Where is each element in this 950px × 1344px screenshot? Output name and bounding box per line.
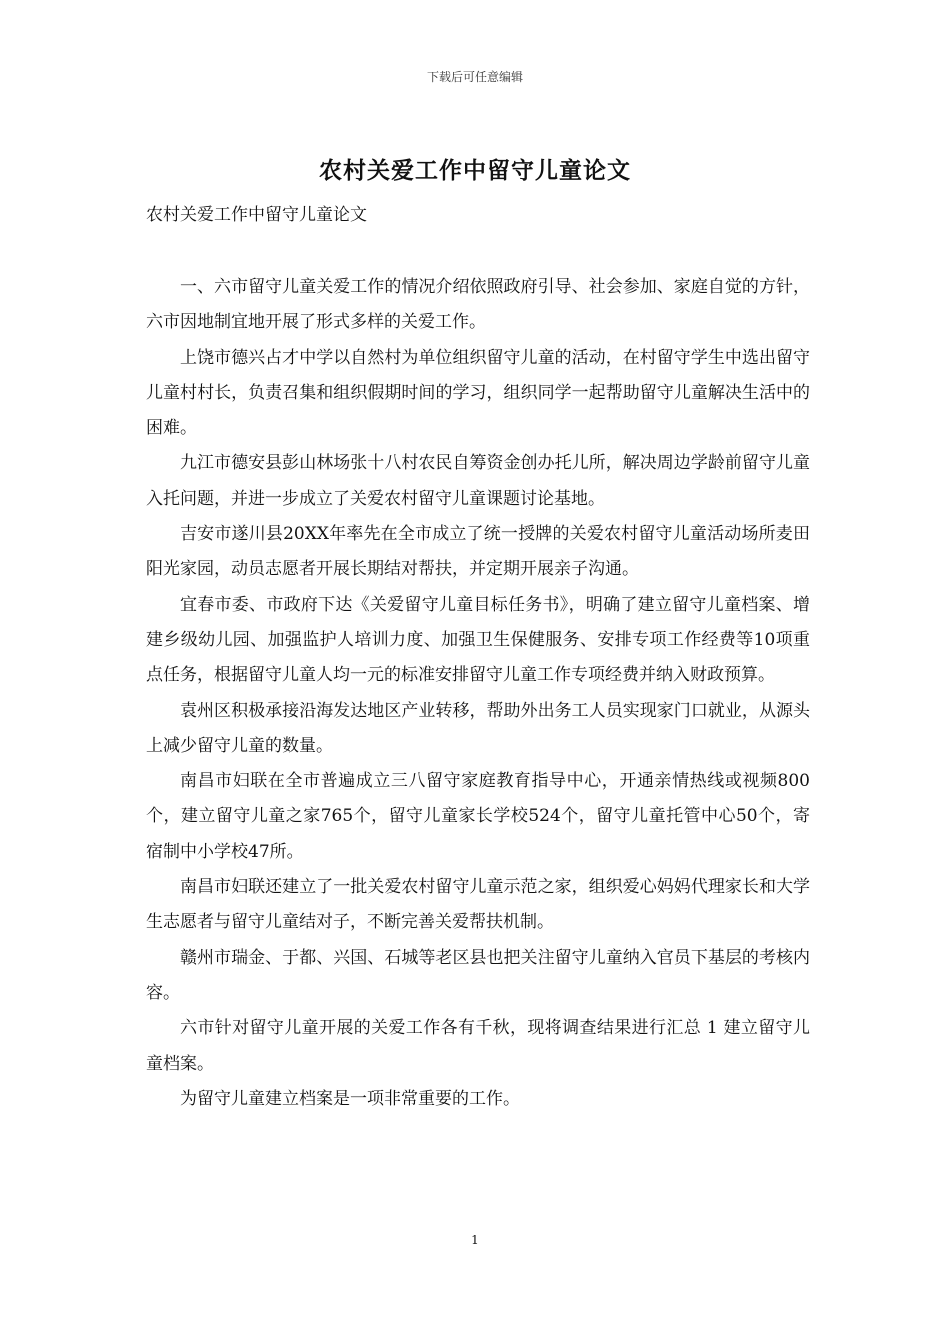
paragraph: 上饶市德兴占才中学以自然村为单位组织留守儿童的活动，在村留守学生中选出留守儿童村村长，负责召集和组织假期时间的学习，组织同学一起帮助留守儿童解决生活中的困难。: [146, 347, 810, 439]
paragraph: 为留守儿童建立档案是一项非常重要的工作。: [180, 1088, 520, 1109]
paragraph: 南昌市妇联在全市普遍成立三八留守家庭教育指导中心，开通亲情热线或视频800个，建立留守儿童之家765个，留守儿童家长学校524个，留守儿童托管中心50个，寄宿制中小学校47所。: [146, 771, 810, 862]
page-number: 1: [471, 1233, 479, 1247]
document-subtitle: 农村关爱工作中留守儿童论文: [146, 205, 367, 225]
paragraph: 袁州区积极承接沿海发达地区产业转移，帮助外出务工人员实现家门口就业，从源头上减少留守儿童的数量。: [146, 700, 810, 756]
paragraph: 宜春市委、市政府下达《关爱留守儿童目标任务书》，明确了建立留守儿童档案、增建乡级幼儿园、加强监护人培训力度、加强卫生保健服务、安排专项工作经费等10项重点任务，根据留守儿童人均一元的标准安排留守儿童工作专项经费并纳入财政预算。: [146, 594, 810, 686]
document-title: 农村关爱工作中留守儿童论文: [319, 157, 631, 184]
paragraph: 吉安市遂川县20XX年率先在全市成立了统一授牌的关爱农村留守儿童活动场所麦田阳光家园，动员志愿者开展长期结对帮扶，并定期开展亲子沟通。: [146, 524, 810, 580]
paragraph: 赣州市瑞金、于都、兴国、石城等老区县也把关注留守儿童纳入官员下基层的考核内容。: [146, 947, 810, 1003]
paragraph: 九江市德安县彭山林场张十八村农民自筹资金创办托儿所，解决周边学龄前留守儿童入托问题，并进一步成立了关爱农村留守儿童课题讨论基地。: [146, 453, 810, 509]
document-body: [146, 270, 810, 1117]
header-note: 下载后可任意编辑: [426, 70, 523, 84]
paragraph: 六市针对留守儿童开展的关爱工作各有千秋，现将调查结果进行汇总 1 建立留守儿童档案。: [146, 1018, 810, 1074]
paragraph: 南昌市妇联还建立了一批关爱农村留守儿童示范之家，组织爱心妈妈代理家长和大学生志愿者与留守儿童结对子，不断完善关爱帮扶机制。: [146, 877, 810, 933]
paragraph: 一、六市留守儿童关爱工作的情况介绍依照政府引导、社会参加、家庭自觉的方针，六市因地制宜地开展了形式多样的关爱工作。: [146, 277, 810, 333]
